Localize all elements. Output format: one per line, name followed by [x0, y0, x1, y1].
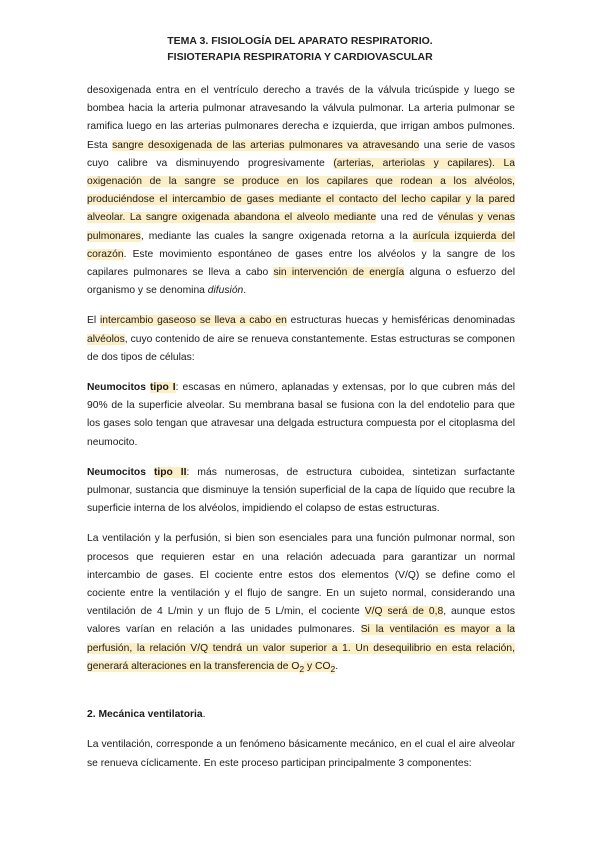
paragraph-mechanics — [87, 736, 515, 772]
document-body — [87, 82, 515, 785]
page-header — [0, 33, 600, 65]
paragraph-pneumocytes-type-2 — [87, 464, 515, 519]
text: . — [335, 660, 339, 672]
paragraph-circulation — [87, 82, 515, 300]
highlight: intercambio gaseoso se lleva a cabo en — [100, 315, 287, 327]
section-heading — [87, 706, 515, 724]
term: Neumocitos — [87, 466, 154, 478]
text: , cuyo contenido de aire se renueva constantemente. Estas estructuras se componen de dos tipos de células: — [87, 333, 515, 363]
highlight: sangre desoxigenada de las arterias pulmonares va atravesando — [112, 139, 420, 151]
text: alguna o esfuerzo del organismo y se denomina — [87, 267, 515, 297]
text: La ventilación, corresponde a un fenómeno básicamente mecánico, en el cual el aire alveolar se renueva cíclicamente. En este proceso participan principalmente 3 componentes: — [87, 739, 515, 769]
header-subtitle: FISIOTERAPIA RESPIRATORIA Y CARDIOVASCULAR — [167, 51, 433, 63]
text: . Este movimiento espontáneo de gases entre los alvéolos y la sangre de los capilares pulmonares se lleva a cabo — [87, 248, 515, 279]
highlight: aurícula izquierda del corazón — [87, 230, 515, 260]
section-title-dot: . — [202, 709, 206, 721]
text: una serie de vasos cuyo calibre va disminuyendo progresivamente — [87, 139, 516, 169]
text: estructuras huecas y hemisféricas denominadas — [286, 315, 515, 327]
text: . — [243, 285, 247, 297]
paragraph-ventilation-perfusion — [87, 530, 515, 678]
text: : más numerosas, de estructura cuboidea, sintetizan surfactante pulmonar, sustancia que disminuye la tensión superficial de la capa de líquido que recubre la superficie interna de los alvéolos, impidiendo el colapso de estas estructuras. — [87, 466, 515, 515]
section-title: 2. Mecánica ventilatoria — [87, 709, 203, 721]
text: , mediante las cuales la sangre oxigenada retorna a la — [140, 230, 413, 242]
text: desoxigenada entra en el ventrículo derecho a través de la válvula tricúspide y luego se bombea hacia la arteria pulmonar atravesando la válvula pulmonar. La arteria pulmonar se ramifica luego en las arterias pulmonares derecha e izquierda, que irrigan ambos pulmones. Esta — [87, 85, 515, 151]
emphasis-difusion: difusión — [207, 285, 244, 297]
highlight: V/Q será de 0,8 — [364, 606, 444, 618]
highlight: alvéolos — [87, 333, 125, 345]
paragraph-pneumocytes-type-1 — [87, 379, 515, 452]
subscript: 2 — [299, 663, 305, 674]
term-highlight: tipo I — [149, 382, 176, 394]
text: , aunque estos valores varían en relación a las unidades pulmonares. — [87, 606, 515, 636]
text: una red de — [376, 212, 438, 224]
term: Neumocitos — [87, 382, 150, 394]
text: La ventilación y la perfusión, si bien son esenciales para una función pulmonar normal, son procesos que requieren estar en una relación adecuada para garantizar un normal intercambio de gases. El cociente entre estos dos elementos (V/Q) se define como el cociente entre la ventilación y el flujo de sangre. En un sujeto normal, considerando una ventilación de 4 L/min y un flujo de 5 L/min, el cociente — [87, 533, 515, 618]
highlight: Si la ventilación es mayor a la perfusión, la relación V/Q tendrá un valor superior a 1. Un desequilibrio en esta relación, generará alteraciones en la transferencia de O — [87, 624, 515, 672]
header-title: TEMA 3. FISIOLOGÍA DEL APARATO RESPIRATORIO. — [167, 35, 433, 47]
text: : escasas en número, aplanadas y extensas, por lo que cubren más del 90% de la superficie alveolar. Su membrana basal se fusiona con la del endotelio para que los gases solo tengan que atravesar una delgada estructura compuesta por el citoplasma del neumocito. — [87, 382, 515, 448]
subscript: 2 — [330, 663, 336, 674]
highlight: (arterias, arteriolas y capilares). La oxigenación de la sangre se produce en los capilares que rodean a los alvéolos, produciéndose el intercambio de gases mediante el contacto del lecho capilar y la pared alveolar. La sangre oxigenada abandona el alveolo mediante — [87, 157, 515, 224]
term-highlight: tipo II — [153, 466, 187, 478]
highlight: sin intervención de energía — [273, 267, 405, 279]
text: El — [87, 315, 101, 327]
highlight: vénulas y venas pulmonares — [87, 212, 515, 242]
paragraph-gas-exchange — [87, 312, 515, 367]
highlight: y CO — [304, 660, 331, 672]
